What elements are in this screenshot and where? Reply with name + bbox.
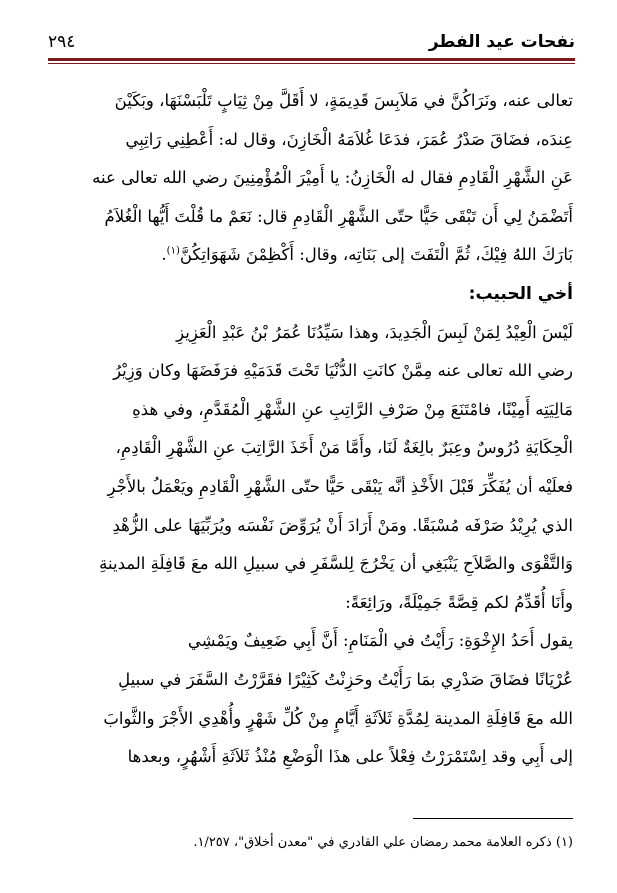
text-line-with-footnote: بَارَكَ اللهُ فِيْكَ، ثُمَّ الْتَفَتَ إلى بَنَاتِه، وقال: أَكْظِمْنَ شَهَوَاتِكُنَّ$^{(١)}$. xyxy=(161,245,573,265)
text-line: بَارَكَ اللهُ فِيْكَ، ثُمَّ الْتَفَتَ إلى بَنَاتِه، وقال: أَكْظِمْنَ شَهَوَاتِكُنَّ xyxy=(179,245,573,265)
text-line: عَنِ الشَّهْرِ الْقَادِمِ فقال له الْخَازِنُ: يا أَمِيْرَ الْمُؤْمِنِينَ رضي الله تعالى عنه xyxy=(92,168,573,188)
paragraph-lesson xyxy=(50,314,573,623)
section-heading: أخي الحبيب: xyxy=(468,283,573,304)
page-header xyxy=(48,30,575,54)
header-rule-thick xyxy=(48,58,575,61)
text-line: الله معَ قَافِلَةِ المدينة لِمُدَّةِ ثَلاَثَةِ أَيَّامٍ مِنْ كُلِّ شَهْرٍ وأُهْدِي الأَجْرَ والثَّوابَ xyxy=(103,708,573,728)
footnote: (١) ذكره العلامة محمد رمضان علي القادري في "معدن أخلاق"، ١/٢٥٧. xyxy=(193,835,573,850)
text-line: وأَنَا أُقَدِّمُ لكم قِصَّةً جَمِيْلَةً، ورَائِعَةً: xyxy=(345,592,573,612)
running-title: نفحات عيد الفطر xyxy=(428,32,575,52)
text-line: تعالى عنه، ونَرَاكُنَّ في مَلاَبِسَ قَدِيمَةٍ، لا أَقَلَّ مِنْ ثِيَابٍ تَلْبَسْنَهَا، وبَكَيْنَ xyxy=(114,91,573,110)
text-line: إلى أَبِي وقد اِسْتَمْرَرْتُ فِعْلاً على هذَا الْوَضْعِ مُنْذُ ثَلاَثَةِ أَشْهُرٍ، وبعدها xyxy=(127,747,573,767)
text-line: الذي يُرِيْدُ صَرْفَه مُسْبَقًا. ومَنْ أَرَادَ أَنْ يُرَوِّضَ نَفْسَه ويُرَبِّيَهَا على الزُّهْدِ xyxy=(112,515,573,535)
section-heading-block xyxy=(50,275,573,314)
text-line: لَيْسَ الْعِيْدُ لِمَنْ لَبِسَ الْجَدِيدَ، وهذا سَيِّدُنَا عُمَرُ بْنُ عَبْدِ الْعَزِيزِ xyxy=(176,322,573,342)
paragraph-dream xyxy=(50,622,573,776)
page-number: ٢٩٤ xyxy=(48,32,76,52)
text-line: وَالتَّقْوَى والصَّلاَحِ يَنْبَغِي أن يَخْرُجَ لِلسَّفَرِ في سبيلِ الله معَ قَافِلَةِ المدينةِ xyxy=(99,554,573,574)
text-line: الْحِكَايَةِ دُرُوسٌ وعِبَرٌ بالِغَةٌ لَنَا، وأَمَّا مَنْ أَخَذَ الرَّاتِبَ عنِ الشَّهْرِ الْقَادِمِ، xyxy=(115,438,573,458)
text-line: رضي الله تعالى عنه مِمَّنْ كانَتِ الدُّنْيَا تَحْتَ قَدَمَيْهِ فرَفَضَهَا وكان وَزِيْرُ xyxy=(113,361,573,381)
footnote-marker: (١) xyxy=(166,245,180,257)
text-line: عُرْيَانًا فضَاقَ صَدْرِي بمَا رَأَيْتُ وحَزِنْتُ كَثِيْرًا فقَرَّرْتُ السَّفَرَ في سبيلِ xyxy=(118,669,573,689)
text-line: عِندَه، فضَاقَ صَدْرُ عُمَرَ، فدَعَا غُلاَمَهُ الْخَازِنَ، وقال له: أَعْطِنِي رَاتِبِي xyxy=(125,129,573,149)
text-line: مَالِيَتِه أَمِيْنًا، فامْتَنَعَ مِنْ صَرْفِ الرَّاتِبِ عنِ الشَّهْرِ الْمُقَدَّمِ، وفي هذهِ xyxy=(132,399,573,419)
page-body xyxy=(50,82,573,777)
text-line: يقول أَحَدُ الإِخْوَةِ: رَأَيْتُ في الْمَنَامِ: أَنَّ أَبِي ضَعِيفٌ ويَمْشِي xyxy=(187,631,573,651)
footnote-separator xyxy=(413,818,573,819)
text-line: أَتَضْمَنُ لِي أَن تَبْقَى حَيًّا حتّى الشَّهْرِ الْقَادِمِ قال: نَعَمْ ما قُلْتَ أَيُّها الْغُلاَمُ xyxy=(104,206,573,226)
paragraph-story xyxy=(50,82,573,275)
header-rule-thin xyxy=(48,63,575,64)
text-line: فعلَيْه أن يُفَكِّرَ قَبْلَ الأَخْذِ أنَّه يَبْقَى حَيًّا حتّى الشَّهْرِ الْقَادِمِ ويَعْمَلُ بالأَجْرِ xyxy=(107,476,573,496)
